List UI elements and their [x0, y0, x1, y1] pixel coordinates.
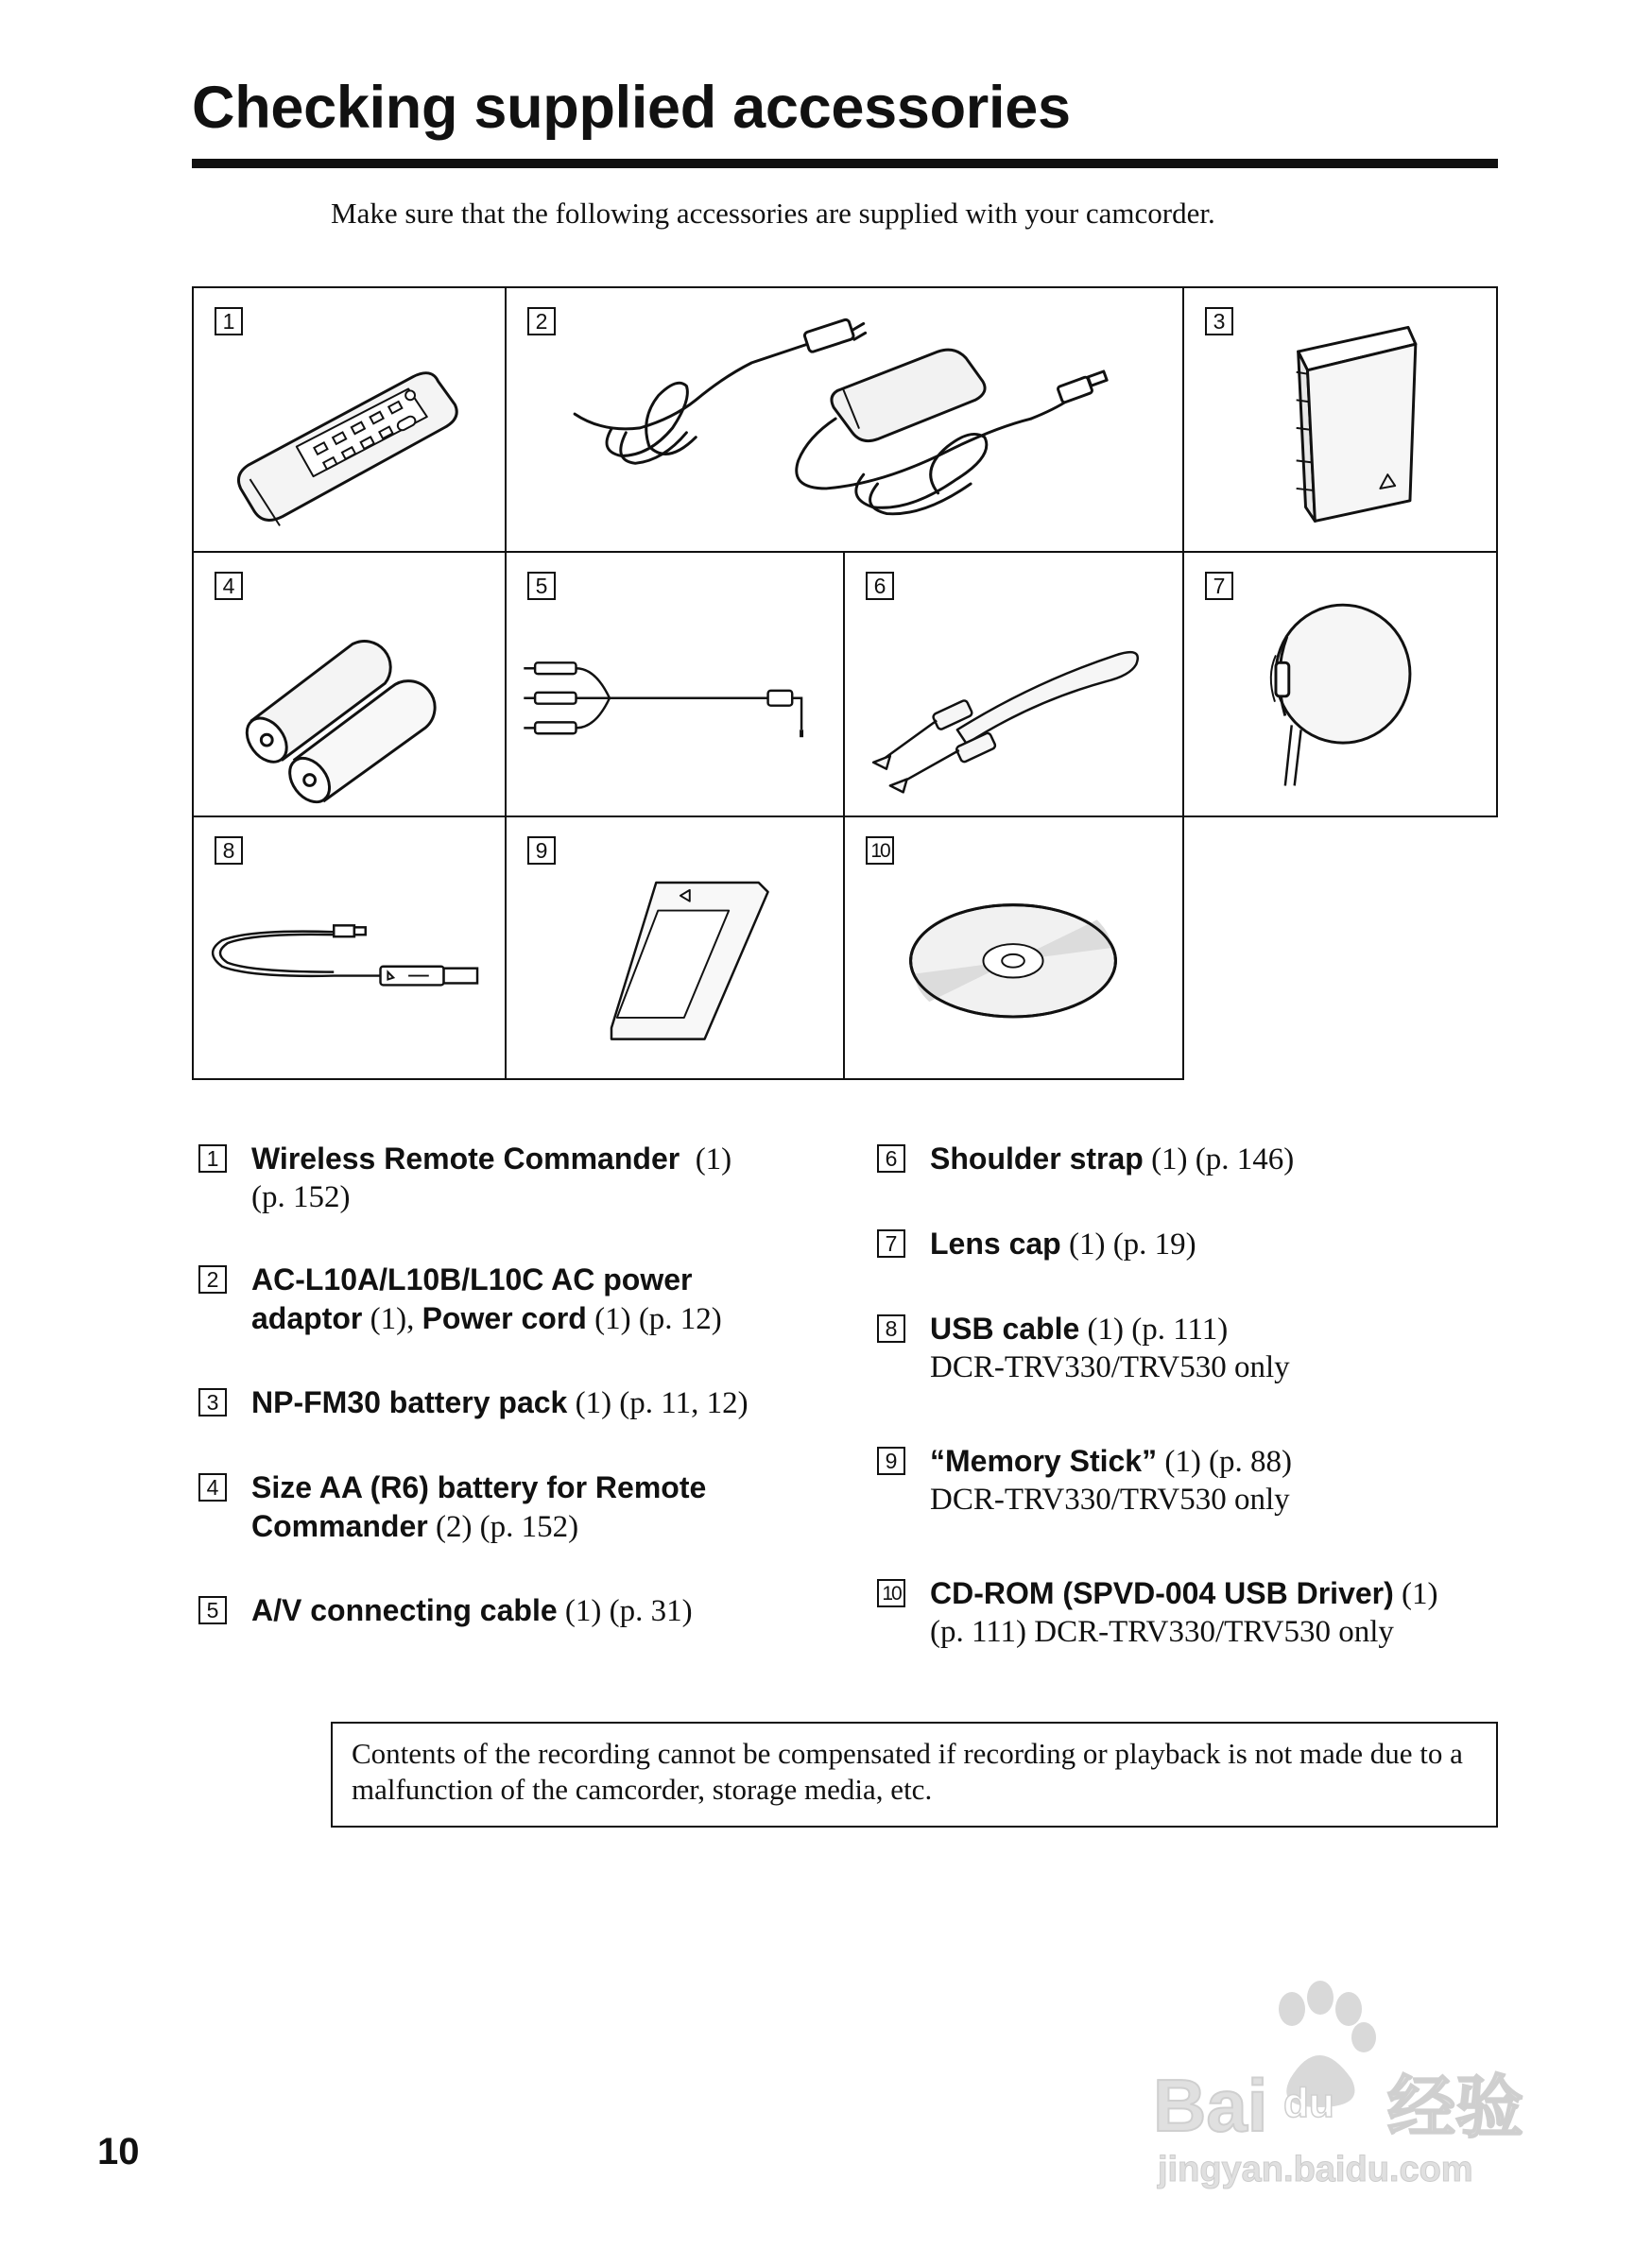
figure-number: 1 [215, 307, 243, 335]
figure-number: 7 [1205, 572, 1233, 600]
page-title: Checking supplied accessories [192, 75, 1071, 141]
watermark-brand-cn: 经验 [1387, 2070, 1524, 2146]
figure-number: 3 [1205, 307, 1233, 335]
item-number: 7 [877, 1229, 905, 1258]
item-detail: (1) (p. 31) [564, 1594, 693, 1628]
intro-text: Make sure that the following accessories are supplied with your camcorder. [331, 197, 1215, 230]
item-note: DCR-TRV330/TRV530 only [930, 1483, 1290, 1517]
item-number: 1 [198, 1144, 227, 1173]
item-detail: (1) [695, 1142, 732, 1176]
item-note: (p. 111) DCR-TRV330/TRV530 only [930, 1615, 1394, 1649]
figure-cell-av-cable [505, 551, 845, 817]
item-name: Shoulder strap [930, 1142, 1144, 1176]
figure-cell-battery [1182, 286, 1498, 553]
item-detail: (1) (p. 12) [594, 1302, 722, 1336]
figure-number: 9 [527, 836, 556, 865]
item-number: 6 [877, 1144, 905, 1173]
figure-cell-aa-batteries [192, 551, 507, 817]
item-detail: (1) (p. 111) [1087, 1313, 1229, 1347]
item-detail: (1) (p. 88) [1164, 1445, 1293, 1479]
item-detail: (1), [370, 1302, 415, 1336]
figure-cell-memory-stick [505, 815, 845, 1080]
figure-cell-remote [192, 286, 507, 553]
item-number: 5 [198, 1596, 227, 1624]
figure-cell-lens-cap [1182, 551, 1498, 817]
figure-cell-usb-cable [192, 815, 507, 1080]
item-name: Commander [251, 1509, 428, 1543]
figure-number: 2 [527, 307, 556, 335]
item-detail: (1) [1402, 1577, 1438, 1611]
ac-adaptor-icon [507, 288, 1182, 551]
item-detail: (1) (p. 146) [1151, 1142, 1295, 1176]
accessories-figure [192, 286, 1498, 1080]
watermark-brand-du: du [1283, 2080, 1334, 2126]
figure-cell-cd-rom [843, 815, 1184, 1080]
item-number: 10 [877, 1579, 905, 1607]
item-name: AC-L10A/L10B/L10C AC power [251, 1262, 693, 1296]
figure-number: 8 [215, 836, 243, 865]
av-cable-icon [507, 553, 843, 815]
page-number: 10 [97, 2131, 140, 2172]
figure-cell-ac-adaptor [505, 286, 1184, 553]
item-name: Lens cap [930, 1227, 1061, 1261]
item-name: Size AA (R6) battery for Remote [251, 1470, 707, 1504]
item-number: 4 [198, 1473, 227, 1502]
item-detail: (2) (p. 152) [435, 1510, 579, 1544]
title-rule [192, 159, 1498, 168]
item-name: adaptor [251, 1301, 363, 1335]
item-number: 9 [877, 1447, 905, 1475]
figure-number: 10 [866, 836, 894, 865]
item-detail: (p. 152) [251, 1180, 351, 1214]
item-number: 2 [198, 1265, 227, 1294]
item-name: Power cord [422, 1301, 587, 1335]
item-detail: (1) (p. 19) [1068, 1228, 1196, 1262]
shoulder-strap-icon [845, 553, 1182, 815]
item-note: DCR-TRV330/TRV530 only [930, 1350, 1290, 1384]
notice-box: Contents of the recording cannot be compensated if recording or playback is not made due to a malfunction of the camcorder, storage media, etc. [331, 1722, 1498, 1828]
item-number: 3 [198, 1388, 227, 1416]
item-detail: (1) (p. 11, 12) [575, 1386, 749, 1420]
figure-number: 5 [527, 572, 556, 600]
item-name: USB cable [930, 1312, 1080, 1346]
item-name: NP-FM30 battery pack [251, 1385, 568, 1419]
cd-rom-icon [845, 817, 1182, 1078]
figure-number: 6 [866, 572, 894, 600]
figure-number: 4 [215, 572, 243, 600]
figure-cell-shoulder-strap [843, 551, 1184, 817]
item-name: Wireless Remote Commander [251, 1142, 680, 1176]
watermark-url: jingyan.baidu.com [1158, 2150, 1473, 2189]
item-name: CD-ROM (SPVD-004 USB Driver) [930, 1576, 1394, 1610]
baidu-watermark-logo [1148, 1975, 1545, 2192]
item-name: “Memory Stick” [930, 1444, 1158, 1478]
item-name: A/V connecting cable [251, 1593, 558, 1627]
item-number: 8 [877, 1314, 905, 1343]
watermark-brand: Bai [1153, 2064, 1268, 2147]
memory-stick-icon [507, 817, 843, 1078]
